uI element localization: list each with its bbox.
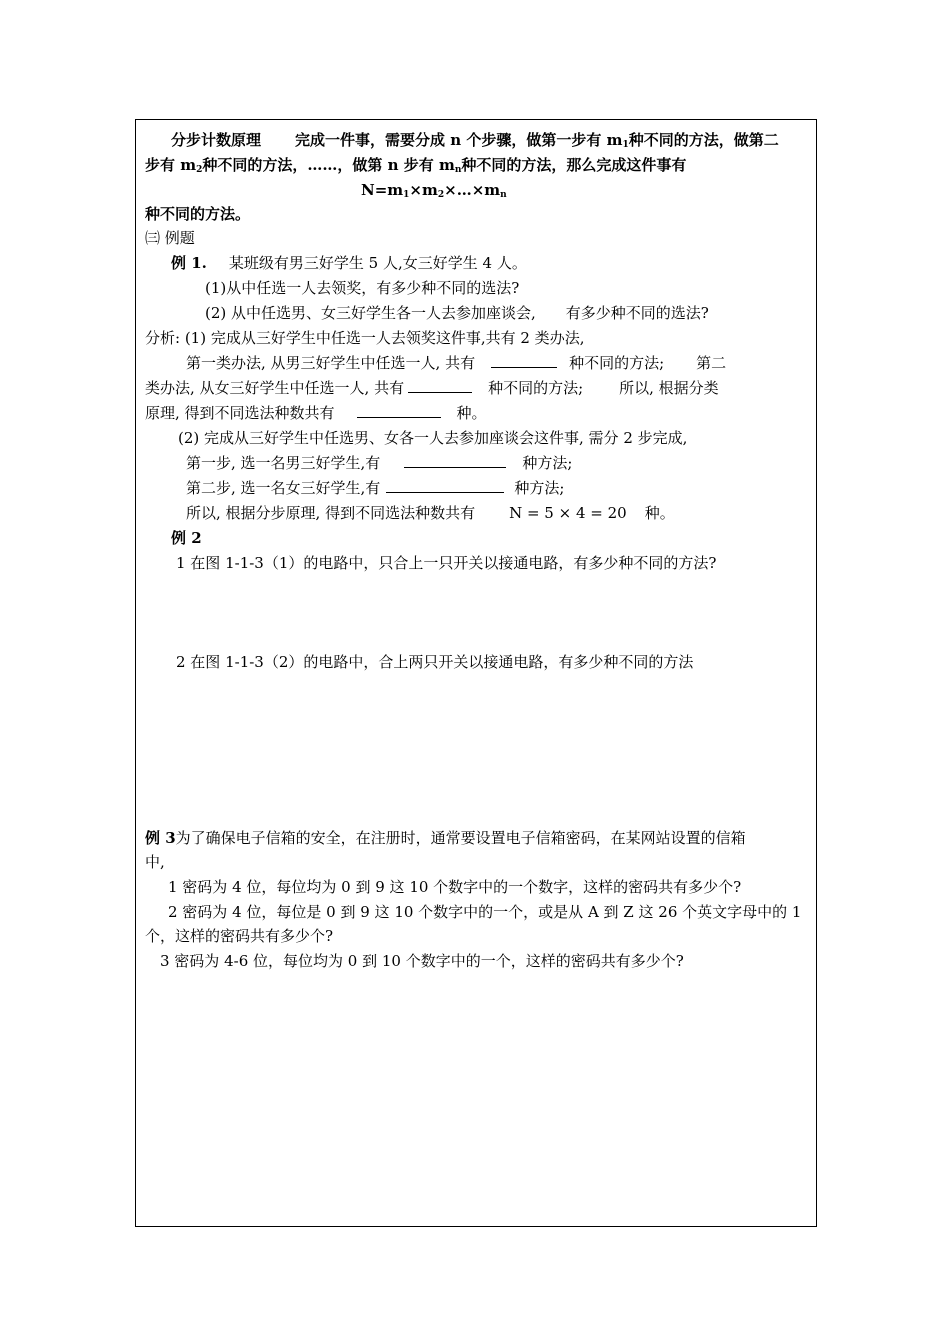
- ex1-label: 例 1.: [171, 254, 207, 272]
- principle-line-4: 种不同的方法。: [145, 205, 251, 223]
- ex1-analysis-7: 第二步, 选一名女三好学生,有 种方法;: [186, 479, 565, 497]
- ex1-analysis-1: 分析: (1) 完成从三好学生中任选一人去领奖这件事,共有 2 类办法,: [145, 329, 585, 347]
- section-heading: ㈢ 例题: [145, 229, 195, 247]
- ex3-question-3: 3 密码为 4-6 位，每位均为 0 到 10 个数字中的一个，这样的密码共有多少个?: [160, 952, 684, 970]
- ex1-analysis-2: 第一类办法, 从男三好学生中任选一人, 共有 种不同的方法; 第二: [186, 354, 727, 372]
- ex2-question-1: 1 在图 1-1-3（1）的电路中，只合上一只开关以接通电路，有多少种不同的方法?: [176, 554, 717, 572]
- ex1-analysis-4: 原理, 得到不同选法种数共有 种。: [145, 404, 487, 422]
- blank-2[interactable]: [408, 378, 472, 393]
- ex1-analysis-6: 第一步, 选一名男三好学生,有 种方法;: [186, 454, 573, 472]
- ex3-statement-2: 中,: [145, 853, 165, 871]
- principle-formula: $N=m_1\times m_2\times\dots\times m_n$: [361, 181, 507, 200]
- ex2-label: 例 2: [171, 529, 202, 547]
- ex3-question-1: 1 密码为 4 位，每位均为 0 到 9 这 10 个数字中的一个数字，这样的密码共有多少个?: [168, 878, 742, 896]
- ex3-question-2: 2 密码为 4 位，每位是 0 到 9 这 10 个数字中的一个，或是从 A 到 Z 这 26 个英文字母中的 1: [168, 903, 802, 921]
- blank-5[interactable]: [386, 478, 504, 493]
- blank-4[interactable]: [404, 453, 506, 468]
- principle-title: 分步计数原理: [171, 131, 262, 149]
- ex3-question-2-cont: 个，这样的密码共有多少个?: [145, 927, 334, 945]
- ex1-analysis-8: 所以, 根据分步原理, 得到不同选法种数共有 N = 5 × 4 = 20 种。: [186, 504, 675, 522]
- ex2-question-2: 2 在图 1-1-3（2）的电路中，合上两只开关以接通电路，有多少种不同的方法: [176, 653, 694, 671]
- ex1-question-1: (1)从中任选一人去领奖，有多少种不同的选法?: [205, 279, 520, 297]
- blank-3[interactable]: [357, 403, 441, 418]
- ex3-statement: 例 3为了确保电子信箱的安全，在注册时，通常要设置电子信箱密码，在某网站设置的信箱: [145, 829, 746, 847]
- ex1-question-2: (2) 从中任选男、女三好学生各一人去参加座谈会, 有多少种不同的选法?: [205, 304, 709, 322]
- ex1-statement: 例 1. 某班级有男三好学生 5 人,女三好学生 4 人。: [171, 254, 527, 272]
- blank-1[interactable]: [491, 353, 557, 368]
- ex1-analysis-5: (2) 完成从三好学生中任选男、女各一人去参加座谈会这件事, 需分 2 步完成,: [178, 429, 688, 447]
- ex3-label: 例 3: [145, 829, 176, 847]
- principle-line-1: 分步计数原理 完成一件事，需要分成 n 个步骤，做第一步有 $m_1$种不同的方法，做第二: [171, 131, 779, 150]
- principle-line-2: 步有 $m_2$种不同的方法，……，做第 n 步有 $m_n$种不同的方法，那么完成这件事有: [145, 156, 687, 175]
- ex1-analysis-3: 类办法, 从女三好学生中任选一人, 共有 种不同的方法; 所以, 根据分类: [145, 379, 719, 397]
